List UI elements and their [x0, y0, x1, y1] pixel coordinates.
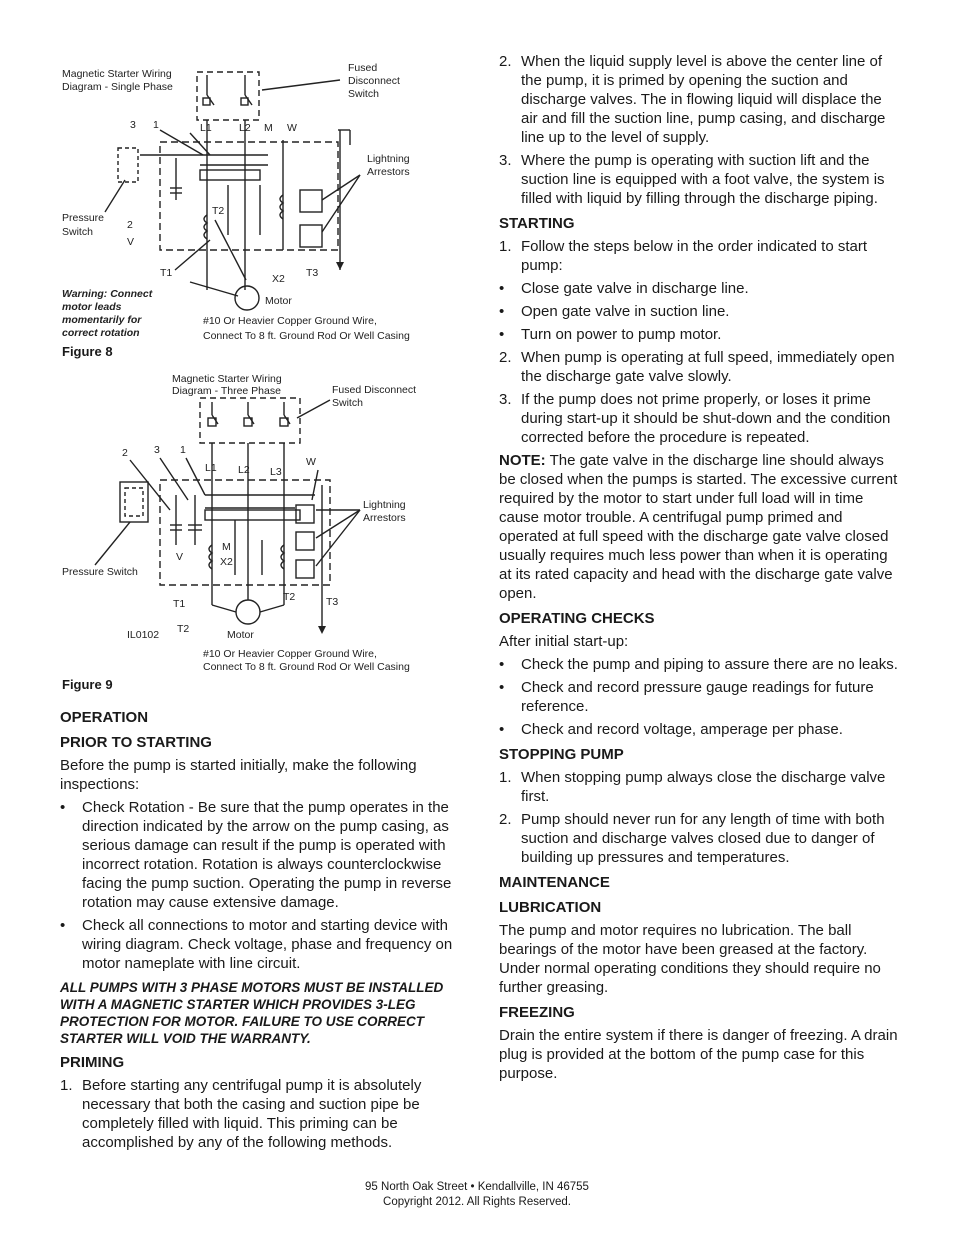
starting-step-3: If the pump does not prime properly, or loses it prime during start-up it should be shut-down and the condition corrected before the procedure is repeated. [521, 391, 891, 446]
heading-operating-checks: OPERATING CHECKS [499, 610, 655, 627]
fig8-label-l2: L2 [239, 122, 251, 134]
list-item [499, 390, 899, 447]
fig9-lightning-2: Arrestors [363, 512, 406, 524]
fig8-label-v: V [127, 236, 135, 248]
item-number: 2. [499, 811, 512, 828]
right-column [499, 52, 899, 1087]
heading-starting: STARTING [499, 215, 575, 232]
fig8-motor-label: Motor [265, 295, 292, 307]
figure-9-caption: Figure 9 [62, 677, 113, 692]
item-number: 2. [499, 349, 512, 366]
fig9-label-m: M [222, 541, 231, 553]
fig8-fused-3: Switch [348, 88, 379, 100]
list-item [499, 52, 899, 147]
list-item [499, 678, 899, 716]
fig8-fused-1: Fused [348, 62, 378, 74]
bullet-rotation: Check Rotation - Be sure that the pump operates in the direction indicated by the arrow on the pump casing, as serious damage can result if the pump is operated with incorrect rotation. Rotation is always counterclockwise facing the pump suction. Operating the pump in reverse rotation may cause extensive damage. [82, 799, 452, 911]
fig9-label-l1: L1 [205, 462, 217, 474]
bullet-mark: • [499, 280, 505, 297]
check-bullet-2: Check and record pressure gauge readings for future reference. [521, 679, 874, 715]
fig8-lightning-2: Arrestors [367, 166, 410, 178]
bullet-mark: • [499, 721, 505, 738]
check-bullet-1: Check the pump and piping to assure there are no leaks. [521, 656, 898, 673]
footer-copyright: Copyright 2012. All Rights Reserved. [383, 1196, 571, 1208]
note-paragraph [499, 451, 899, 603]
fig8-ground-1: #10 Or Heavier Copper Ground Wire, [203, 315, 377, 327]
list-item [60, 1076, 456, 1152]
fig8-label-t1: T1 [160, 267, 173, 279]
heading-lubrication: LUBRICATION [499, 899, 602, 916]
fig9-label-w: W [306, 456, 316, 468]
fig8-label-3: 3 [130, 119, 136, 131]
fig8-title-1: Magnetic Starter Wiring [62, 68, 172, 80]
starting-bullet-2: Open gate valve in suction line. [521, 303, 730, 320]
list-item [499, 768, 899, 806]
stopping-step-2: Pump should never run for any length of time with both suction and discharge valves closed due to danger of building up pressures and temperatures. [521, 811, 885, 866]
item-number: 3. [499, 391, 512, 408]
bullet-mark: • [499, 656, 505, 673]
bullet-mark: • [60, 917, 66, 934]
priming-step-2: When the liquid supply level is above the center line of the pump, it is primed by opening the suction and discharge valves. The in flowing liquid will displace the air and fill the suction line, pump casing, and discharge line up to the level of supply. [521, 53, 886, 146]
fig9-motor-label: Motor [227, 629, 254, 641]
list-item [499, 302, 899, 321]
figure-9-wiring-diagram [0, 360, 470, 680]
fig9-fused-2: Switch [332, 397, 363, 409]
list-item [499, 237, 899, 275]
fig9-pressure: Pressure Switch [62, 566, 138, 578]
fig9-label-t3: T3 [326, 596, 339, 608]
starting-bullet-1: Close gate valve in discharge line. [521, 280, 749, 297]
heading-maintenance: MAINTENANCE [499, 874, 610, 891]
starting-step-2: When pump is operating at full speed, immediately open the discharge gate valve slowly. [521, 349, 895, 385]
bullet-mark: • [499, 679, 505, 696]
figure-8-svg [0, 0, 470, 345]
item-number: 2. [499, 53, 512, 70]
fig8-label-t3: T3 [306, 267, 319, 279]
item-number: 1. [60, 1077, 73, 1094]
fig9-label-x2: X2 [220, 556, 233, 568]
fig9-label-3: 3 [154, 444, 160, 456]
starting-bullet-3: Turn on power to pump motor. [521, 326, 722, 343]
list-item [499, 810, 899, 867]
fig8-fused-2: Disconnect [348, 75, 400, 87]
list-item [499, 720, 899, 739]
starting-step-1: Follow the steps below in the order indicated to start pump: [521, 238, 868, 274]
item-number: 1. [499, 769, 512, 786]
list-item [499, 325, 899, 344]
figure-8-wiring-diagram [0, 0, 470, 345]
list-item [499, 348, 899, 386]
item-number: 1. [499, 238, 512, 255]
bullet-mark: • [60, 799, 66, 816]
fig8-label-l1: L1 [200, 122, 212, 134]
fig8-warning-2: motor leads [62, 301, 122, 313]
note-text: The gate valve in the discharge line should always be closed when the pumps is started. The excessive current required by the motor to start under full load will in time cause motor trouble. A centrifugal pump primed and operated at full speed with the discharge gate valve closed usually requires much less power than when it is operating at its rated capacity and head with the discharge gate valve open. [499, 452, 898, 602]
heading-prior-to-starting: PRIOR TO STARTING [60, 734, 212, 751]
fig8-warning-1: Warning: Connect [62, 288, 153, 300]
heading-priming: PRIMING [60, 1054, 125, 1071]
fig9-label-1: 1 [180, 444, 186, 456]
fig8-label-w: W [287, 122, 297, 134]
list-item [499, 279, 899, 298]
list-item [499, 655, 899, 674]
figure-9-svg [0, 360, 470, 680]
heading-freezing: FREEZING [499, 1004, 575, 1021]
figure-8-caption: Figure 8 [62, 344, 113, 359]
fig8-label-2: 2 [127, 219, 133, 231]
page-footer [0, 1180, 954, 1210]
left-column [60, 702, 456, 1156]
fig8-pressure-2: Switch [62, 226, 93, 238]
fig9-code: IL0102 [127, 629, 160, 641]
priming-step-3: Where the pump is operating with suction lift and the suction line is equipped with a foot valve, the system is filled with liquid by filling through the discharge piping. [521, 152, 885, 207]
list-item [499, 151, 899, 208]
fig9-label-l3: L3 [270, 466, 282, 478]
fig9-label-l2: L2 [238, 464, 250, 476]
fig9-fused-1: Fused Disconnect [332, 384, 417, 396]
bullet-mark: • [499, 326, 505, 343]
fig8-label-1: 1 [153, 119, 159, 131]
fig8-label-m: M [264, 122, 273, 134]
heading-operation: OPERATION [60, 709, 149, 726]
list-item [60, 916, 456, 973]
fig9-label-t2a: T2 [283, 591, 296, 603]
fig9-title-2: Diagram - Three Phase [172, 385, 281, 397]
fig9-ground-2: Connect To 8 ft. Ground Rod Or Well Casing [203, 661, 410, 673]
heading-stopping-pump: STOPPING PUMP [499, 746, 624, 763]
fig9-ground-1: #10 Or Heavier Copper Ground Wire, [203, 648, 377, 660]
fig8-warning-3: momentarily for [62, 314, 142, 326]
fig9-label-v: V [176, 551, 184, 563]
bullet-connections: Check all connections to motor and starting device with wiring diagram. Check voltage, phase and frequency on motor nameplate with line circuit. [82, 917, 453, 972]
fig9-label-2: 2 [122, 447, 128, 459]
fig9-label-t2b: T2 [177, 623, 190, 635]
lubrication-text: The pump and motor requires no lubrication. The ball bearings of the motor have been greased at the factory. Under normal operating conditions they should require no further greasing. [499, 922, 881, 996]
fig8-title-2: Diagram - Single Phase [62, 81, 173, 93]
fig8-label-x2: X2 [272, 273, 285, 285]
fig9-label-t1: T1 [173, 598, 186, 610]
stopping-step-1: When stopping pump always close the discharge valve first. [521, 769, 886, 805]
fig8-warning-4: correct rotation [62, 327, 140, 339]
prior-intro: Before the pump is started initially, make the following inspections: [60, 757, 417, 793]
note-label: NOTE: [499, 452, 546, 469]
priming-step-1: Before starting any centrifugal pump it is absolutely necessary that both the casing and suction pipe be completely filled with liquid. This priming can be accomplished by any of the following methods. [82, 1077, 422, 1151]
fig9-lightning-1: Lightning [363, 499, 406, 511]
list-item [60, 798, 456, 912]
check-bullet-3: Check and record voltage, amperage per phase. [521, 721, 843, 738]
freezing-text: Drain the entire system if there is danger of freezing. A drain plug is provided at the bottom of the pump case for this purpose. [499, 1027, 898, 1082]
checks-intro: After initial start-up: [499, 633, 629, 650]
three-phase-warning: ALL PUMPS WITH 3 PHASE MOTORS MUST BE INSTALLED WITH A MAGNETIC STARTER WHICH PROVIDES 3-LEG PROTECTION FOR MOTOR. FAILURE TO USE CORRECT STARTER WILL VOID THE WARRANTY. [60, 980, 444, 1046]
fig8-lightning-1: Lightning [367, 153, 410, 165]
bullet-mark: • [499, 303, 505, 320]
fig9-title-1: Magnetic Starter Wiring [172, 373, 282, 385]
fig8-pressure-1: Pressure [62, 212, 105, 224]
item-number: 3. [499, 152, 512, 169]
fig8-label-t2: T2 [212, 205, 225, 217]
footer-address: 95 North Oak Street • Kendallville, IN 46755 [365, 1181, 589, 1193]
fig8-ground-2: Connect To 8 ft. Ground Rod Or Well Casing [203, 330, 410, 342]
